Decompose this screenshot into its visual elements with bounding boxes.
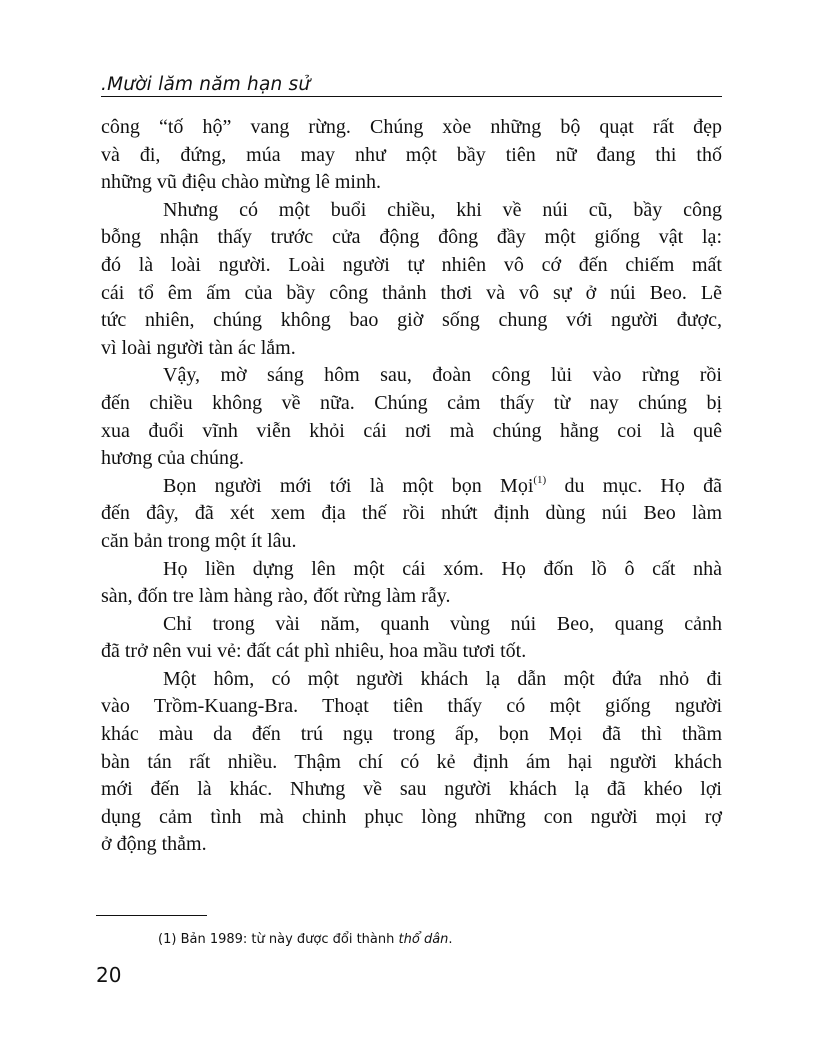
page-number: 20: [96, 963, 122, 987]
text-line: hương của chúng.: [101, 447, 245, 470]
text-line: xua đuổi vĩnh viễn khỏi cái nơi mà chúng hằng coi là quê: [101, 419, 722, 442]
line-text: du mục. Họ đã: [546, 474, 723, 497]
text-line: dụng cảm tình mà chinh phục lòng những con người mọi rợ: [101, 805, 722, 828]
text-line: sàn, đốn tre làm hàng rào, đốt rừng làm rẫy.: [101, 585, 451, 608]
text-line: ở động thẳm.: [101, 833, 207, 856]
text-line: tức nhiên, chúng không bao giờ sống chung với người được,: [101, 309, 722, 332]
text-line: bỗng nhận thấy trước cửa động đông đầy một giống vật lạ:: [101, 226, 722, 249]
footnote-text: Bản 1989: từ này được đổi thành: [180, 932, 399, 947]
text-line: đến đây, đã xét xem địa thế rồi nhứt định dùng núi Beo làm: [101, 502, 722, 525]
footnote-marker: (1): [158, 932, 177, 947]
footnote-end: .: [448, 932, 453, 947]
text-line: những vũ điệu chào mừng lê minh.: [101, 171, 381, 194]
text-line: căn bản trong một ít lâu.: [101, 529, 297, 552]
text-line: và đi, đứng, múa may như một bầy tiên nữ đang thi thố: [101, 143, 722, 166]
text-line: vào Trồm-Kuang-Bra. Thoạt tiên thấy có một giống người: [101, 695, 722, 718]
text-line: Nhưng có một buổi chiều, khi về núi cũ, bầy công: [163, 198, 722, 221]
text-line: Một hôm, có một người khách lạ dẫn một đứa nhỏ đi: [163, 667, 722, 690]
footnote: [158, 931, 718, 949]
footnote-reference: (1): [533, 473, 547, 486]
text-line: vì loài người tàn ác lắm.: [101, 336, 296, 359]
text-line: khác màu da đến trú ngụ trong ấp, bọn Mọi đã thì thầm: [101, 723, 722, 746]
text-line: đó là loài người. Loài người tự nhiên vô cớ đến chiếm mất: [101, 253, 722, 276]
footnote-emphasis: thổ dân: [398, 932, 449, 947]
running-head: .Mười lăm năm hạn sử: [101, 74, 311, 95]
body-text: [101, 114, 722, 859]
text-line: Họ liền dựng lên một cái xóm. Họ đốn lồ ô cất nhà: [163, 557, 722, 580]
footnote-rule: [96, 915, 207, 916]
text-line: mới đến là khác. Nhưng về sau người khách lạ đã khéo lợi: [101, 778, 722, 801]
text-line: đến chiều không về nữa. Chúng cảm thấy từ nay chúng bị: [101, 391, 722, 414]
line-text: Bọn người mới tới là một bọn Mọi: [163, 474, 534, 497]
text-line: cái tổ êm ấm của bầy công thảnh thơi và vô sự ở núi Beo. Lẽ: [101, 281, 722, 304]
text-line: [101, 473, 722, 501]
text-line: đã trở nên vui vẻ: đất cát phì nhiêu, hoa mầu tươi tốt.: [101, 640, 527, 663]
text-line: bàn tán rất nhiều. Thậm chí có kẻ định ám hại người khách: [101, 750, 722, 773]
header-rule: [101, 96, 722, 97]
text-line: Chỉ trong vài năm, quanh vùng núi Beo, quang cảnh: [163, 612, 722, 635]
text-line: công “tố hộ” vang rừng. Chúng xòe những bộ quạt rất đẹp: [101, 116, 722, 138]
text-line: Vậy, mờ sáng hôm sau, đoàn công lủi vào rừng rồi: [163, 364, 722, 387]
